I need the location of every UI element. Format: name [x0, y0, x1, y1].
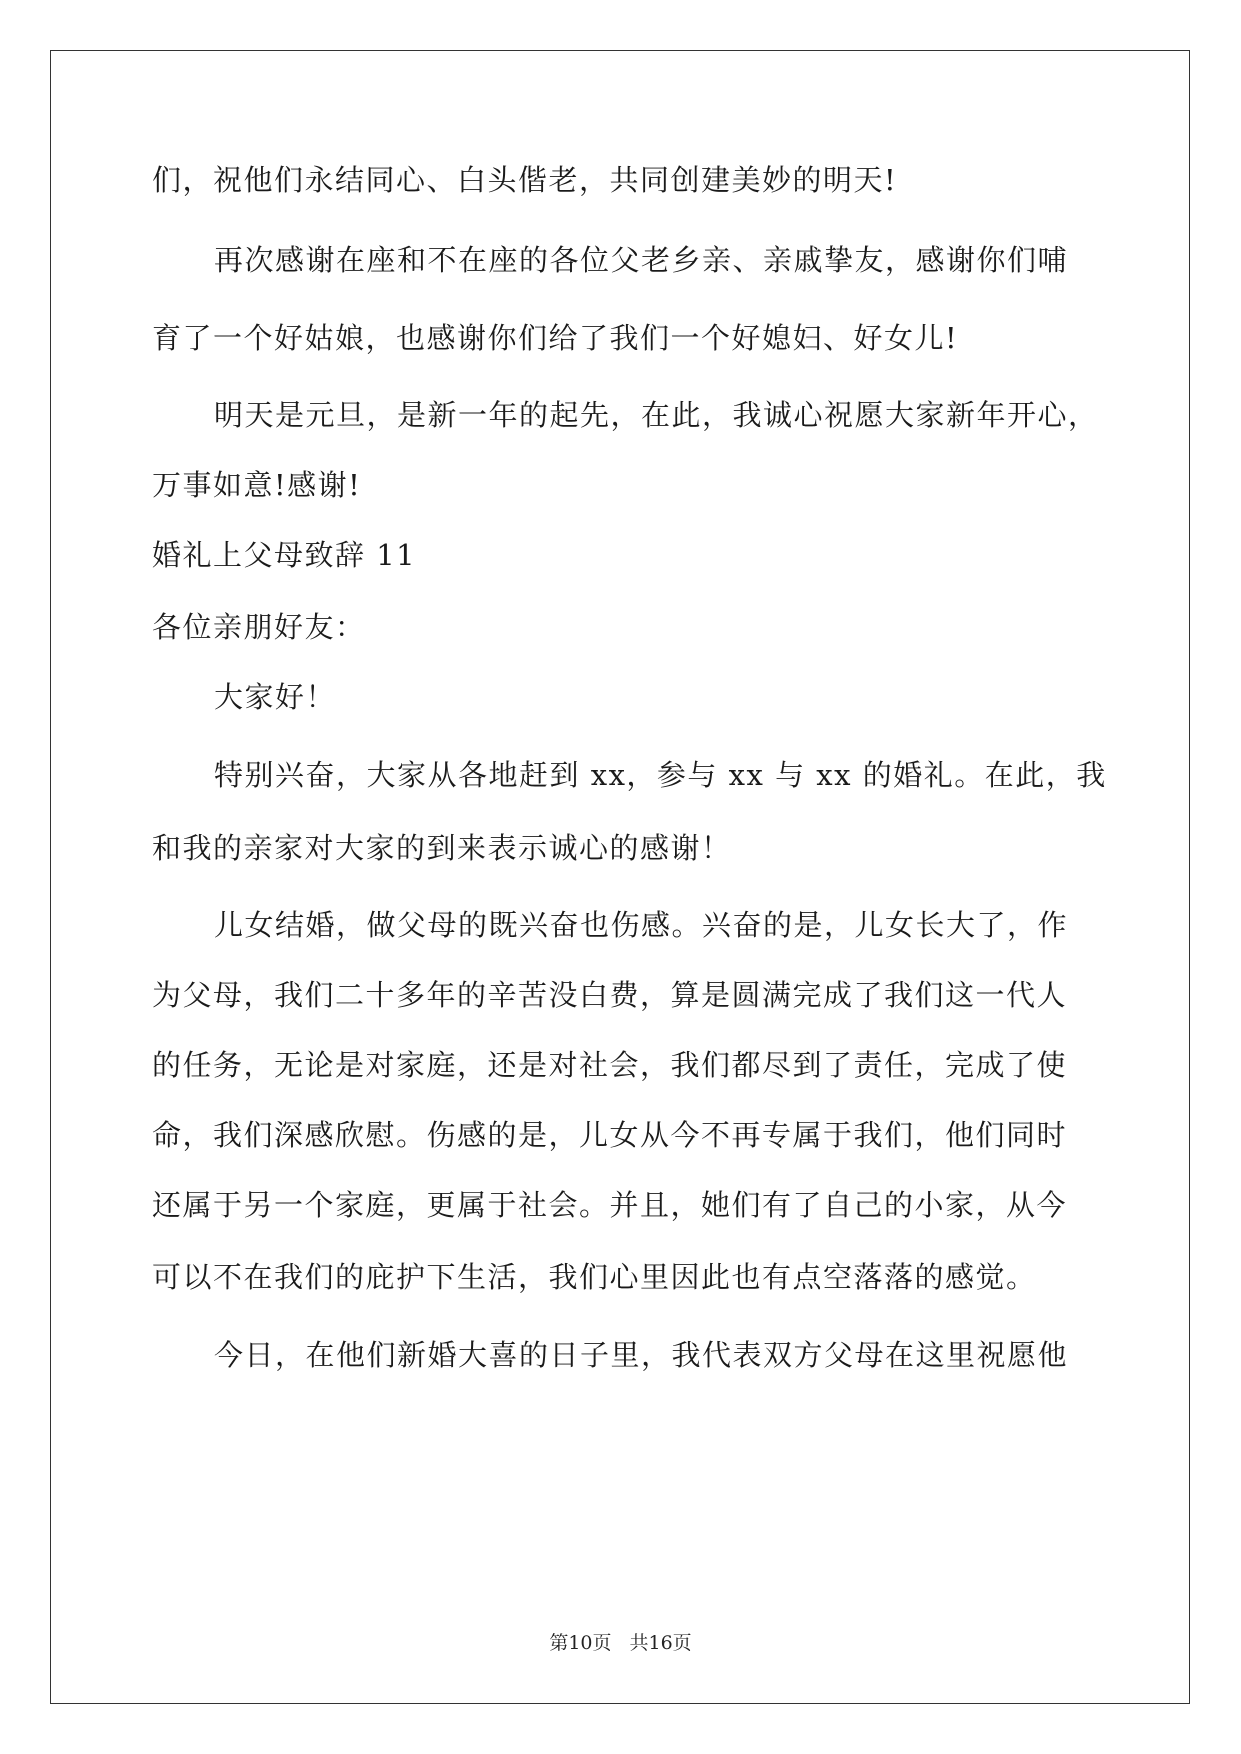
- page-number: 第10页: [549, 1632, 612, 1654]
- page-footer: [0, 1631, 1241, 1655]
- paragraph-line: 和我的亲家对大家的到来表示诚心的感谢！: [152, 831, 732, 865]
- paragraph-line: 万事如意!感谢!: [152, 468, 362, 502]
- page-frame: [50, 50, 1190, 1704]
- paragraph-line: 的任务，无论是对家庭，还是对社会，我们都尽到了责任，完成了使: [152, 1048, 1068, 1082]
- greeting: 大家好！: [214, 680, 337, 714]
- paragraph-line: 可以不在我们的庇护下生活，我们心里因此也有点空落落的感觉。: [152, 1260, 1037, 1294]
- paragraph-line: 育了一个好姑娘，也感谢你们给了我们一个好媳妇、好女儿!: [152, 321, 959, 355]
- salutation: 各位亲朋好友：: [152, 610, 366, 644]
- paragraph-line: 为父母，我们二十多年的辛苦没白费，算是圆满完成了我们这一代人: [152, 978, 1068, 1012]
- section-heading: 婚礼上父母致辞 11: [152, 538, 417, 572]
- page-total: 共16页: [629, 1632, 692, 1654]
- paragraph-line: 还属于另一个家庭，更属于社会。并且，她们有了自己的小家，从今: [152, 1188, 1068, 1222]
- paragraph-line: 们，祝他们永结同心、白头偕老，共同创建美妙的明天!: [152, 163, 898, 197]
- paragraph-line: 明天是元旦，是新一年的起先，在此，我诚心祝愿大家新年开心，: [214, 398, 1099, 432]
- paragraph-line: 今日，在他们新婚大喜的日子里，我代表双方父母在这里祝愿他: [214, 1338, 1069, 1372]
- paragraph-line: 特别兴奋，大家从各地赶到 xx，参与 xx 与 xx 的婚礼。在此，我: [214, 758, 1107, 792]
- paragraph-line: 再次感谢在座和不在座的各位父老乡亲、亲戚挚友，感谢你们哺: [214, 243, 1069, 277]
- paragraph-line: 儿女结婚，做父母的既兴奋也伤感。兴奋的是，儿女长大了，作: [214, 908, 1069, 942]
- paragraph-line: 命，我们深感欣慰。伤感的是，儿女从今不再专属于我们，他们同时: [152, 1118, 1068, 1152]
